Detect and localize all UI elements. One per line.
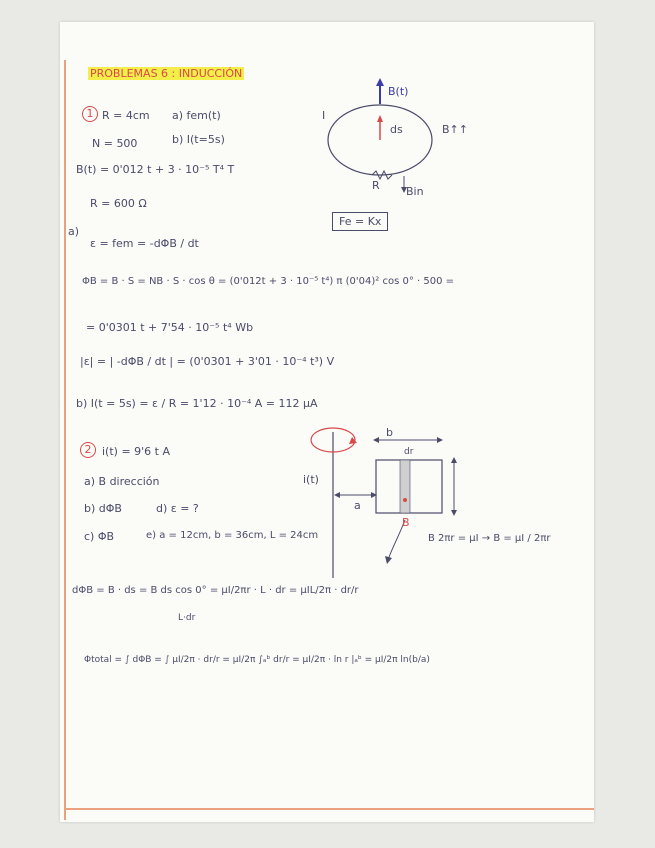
- p2-question-a: a) B dirección: [84, 475, 160, 488]
- p1-boxed-note: Fe = Kx: [332, 212, 388, 231]
- p2-ds-note: L·dr: [178, 613, 196, 623]
- p1-solution-line-3: = 0'0301 t + 7'54 · 10⁻⁵ t⁴ Wb: [86, 321, 254, 334]
- p2-solution-line-2: Φtotal = ∫ dΦB = ∫ μI/2π · dr/r = μI/2π ∫ₐᵇ dr/r = μI/2π · ln r |ₐᵇ = μI/2π ln(b/a): [84, 655, 430, 665]
- p1-current-label: I: [322, 109, 326, 122]
- p2-solution-line-1: dΦB = B · ds = B ds cos 0° = μI/2πr · L · dr = μIL/2π · dr/r: [72, 585, 359, 596]
- p1-resistor-label: R: [372, 179, 380, 192]
- page-title: PROBLEMAS 6 : INDUCCIÓN: [90, 67, 243, 80]
- p2-ampere-law: B 2πr = μI → B = μI / 2πr: [428, 533, 551, 544]
- p1-question-a: a) fem(t): [172, 109, 221, 122]
- p1-field-label: B(t): [388, 85, 409, 98]
- p1-bup-label: B↑↑: [442, 123, 468, 136]
- p2-question-d: d) ε = ?: [156, 502, 199, 515]
- problem2-number: 2: [80, 442, 96, 458]
- p1-given-resistance: R = 600 Ω: [90, 197, 147, 210]
- p2-B-label: B: [402, 516, 410, 529]
- p1-given-turns: N = 500: [92, 137, 138, 150]
- p1-solution-line-1: ε = fem = -dΦB / dt: [90, 237, 199, 250]
- p1-solution-part-a-marker: a): [68, 225, 80, 238]
- p1-question-b: b) I(t=5s): [172, 133, 225, 146]
- p1-ds-label: ds: [390, 123, 403, 136]
- p1-solution-line-5: b) I(t = 5s) = ε / R = 1'12 · 10⁻⁴ A = 112 μA: [76, 397, 318, 410]
- p1-bin-label: Bin: [406, 185, 424, 198]
- p2-question-c: c) ΦB: [84, 530, 115, 543]
- p2-current-label: i(t): [303, 473, 319, 486]
- problem1-number: 1: [82, 106, 98, 122]
- p2-given-current: i(t) = 9'6 t A: [102, 445, 171, 458]
- p2-b-label: b: [386, 426, 393, 439]
- p1-solution-line-2: ΦB = B · S = NB · S · cos θ = (0'012t + 3 · 10⁻⁵ t⁴) π (0'04)² cos 0° · 500 =: [82, 276, 454, 287]
- p2-a-label: a: [354, 499, 361, 512]
- p2-dimensions: e) a = 12cm, b = 36cm, L = 24cm: [146, 530, 319, 541]
- p1-given-radius: R = 4cm: [102, 109, 150, 122]
- p2-question-b: b) dΦB: [84, 502, 122, 515]
- p2-dr-label: dr: [404, 447, 414, 457]
- p1-solution-line-4: |ε| = | -dΦB / dt | = (0'0301 + 3'01 · 10⁻⁴ t³) V: [80, 355, 335, 368]
- p1-given-field: B(t) = 0'012 t + 3 · 10⁻⁵ T⁴ T: [76, 163, 235, 176]
